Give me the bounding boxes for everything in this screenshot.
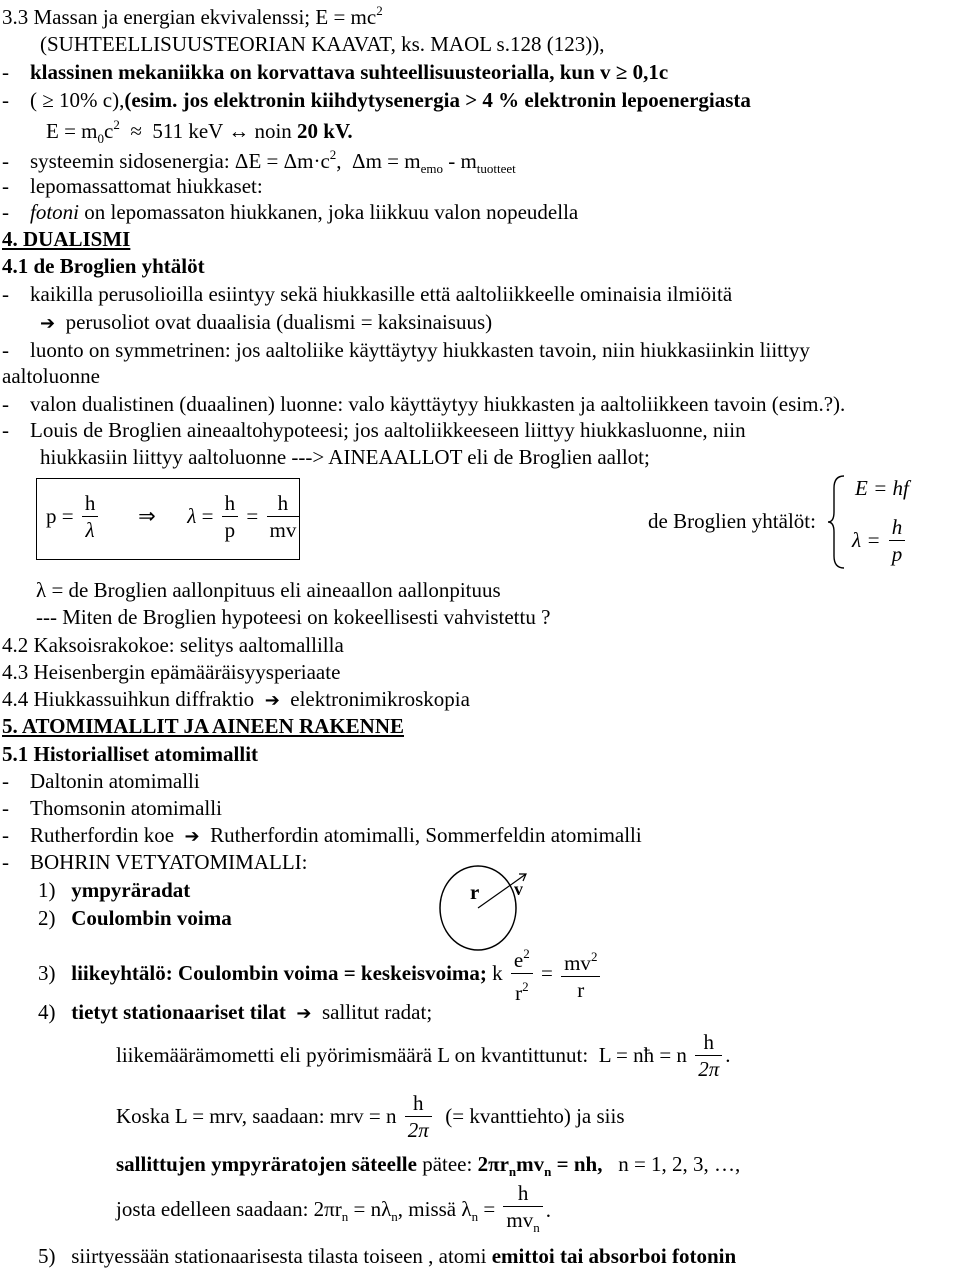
section-5-1-title: 5.1 Historialliset atomimallit: [2, 742, 259, 766]
bullet-photon: - fotoni on lepomassaton hiukkanen, joka liikkuu valon nopeudella: [2, 200, 579, 224]
curly-brace-icon: [826, 474, 848, 570]
bullet-de-broglie-hypothesis: - Louis de Broglien aineaaltohypoteesi; jos aaltoliikkeeseen liittyy hiukkasluonne, niin: [2, 418, 746, 442]
rest-energy-line: $E = m_0c^2 \approx 511$ keV ↔ noin 20 kV.: [46, 117, 353, 146]
orbit-velocity-label: v: [514, 879, 523, 899]
bullet-binding-energy: - systeemin sidosenergia: $\Delta E = \Delta m\cdot c^2$, $\Delta m = m_{emo} - m_{tuotteet}$: [2, 147, 516, 176]
bullet-particles-waves: - kaikilla perusolioilla esiintyy sekä hiukkasille että aaltoliikkeelle ominaisia ilmiöitä: [2, 282, 733, 306]
de-broglie-equations-label: de Broglien yhtälöt:: [648, 509, 816, 533]
quantum-condition: Koska L = mrv, saadaan: mrv = n $\frac{h}{2\pi}$ (= kvanttiehto) ja siis: [116, 1091, 625, 1142]
arrow-icon: ➔: [296, 1003, 312, 1024]
bohr-item-2: 2) Coulombin voima: [38, 906, 232, 930]
section-4-4: 4.4 Hiukkassuihkun diffraktio ➔ elektronimikroskopia: [2, 687, 470, 711]
bohr-item-4: 4) tietyt stationaariset tilat ➔ sallitut radat;: [38, 1000, 433, 1024]
verification-question: --- Miten de Broglien hypoteesi on kokeellisesti vahvistettu ?: [36, 605, 551, 629]
bullet-relativity-threshold: - ( ≥ 10% c),(esim. jos elektronin kiihdytysenergia > 4 % elektronin lepoenergiasta: [2, 88, 751, 112]
wavelength-condition: josta edelleen saadaan: $2\pi r_n = n\lambda_n$, missä $\lambda_n$ = $\frac{h}{mv_n}$ .: [116, 1181, 551, 1235]
lambda-definition: λ = de Broglien aallonpituus eli aineaallon aallonpituus: [36, 578, 501, 602]
bullet-rutherford: - Rutherfordin koe ➔ Rutherfordin atomimalli, Sommerfeldin atomimalli: [2, 823, 642, 847]
allowed-radii: sallittujen ympyräratojen säteelle pätee: $2\pi r_nmv_n$ = nh, n = 1, 2, 3, …,: [116, 1152, 741, 1179]
arrow-icon: ➔: [264, 690, 280, 711]
section-4-title: 4. DUALISMI: [2, 227, 131, 251]
implies-icon: ⇒: [138, 504, 156, 528]
bullet-symmetry: - luonto on symmetrinen: jos aaltoliike käyttäytyy hiukkasten tavoin, niin hiukkasiinkin liittyy: [2, 338, 810, 362]
bullet-massless: - lepomassattomat hiukkaset:: [2, 174, 263, 198]
bullet-relativity: - klassinen mekaniikka on korvattava suhteellisuusteorialla, kun v ≥ 0,1c: [2, 60, 669, 84]
de-broglie-energy-eq: E = hf: [855, 476, 909, 500]
bullet-dalton: - Daltonin atomimalli: [2, 769, 200, 793]
bullet-bohr: - BOHRIN VETYATOMIMALLI:: [2, 850, 308, 874]
section-3-3-reference: (SUHTEELLISUUSTEORIAN KAAVAT, ks. MAOL s.128 (123)),: [40, 32, 605, 56]
bohr-item-3: 3) liikeyhtälö: Coulombin voima = keskeisvoima; k $\frac{e^2}{r^2}$ = $\frac{mv^2}{r}$: [38, 941, 603, 1006]
dualism-conclusion: ➔ perusoliot ovat duaalisia (dualismi = kaksinaisuus): [40, 310, 493, 334]
bullet-symmetry-cont: aaltoluonne: [2, 364, 100, 388]
bullet-thomson: - Thomsonin atomimalli: [2, 796, 222, 820]
de-broglie-formula: p = $\frac{h}{\lambda}$ ⇒ λ = $\frac{h}{p}$ = $\frac{h}{mv}$: [46, 490, 302, 543]
bullet-light-dualism: - valon dualistinen (duaalinen) luonne: valo käyttäytyy hiukkasten ja aaltoliikkeen tavoin (esim.?).: [2, 392, 846, 416]
arrow-icon: ➔: [40, 313, 56, 334]
section-4-3: 4.3 Heisenbergin epämääräisyysperiaate: [2, 660, 341, 684]
bullet-de-broglie-hypothesis-cont: hiukkasiin liittyy aaltoluonne ---> AINEAALLOT eli de Broglien aallot;: [40, 445, 650, 469]
section-4-1-title: 4.1 de Broglien yhtälöt: [2, 254, 205, 278]
orbit-radius-label: r: [470, 880, 480, 904]
arrow-icon: ➔: [184, 826, 200, 847]
bohr-item-5: 5) siirtyessään stationaarisesta tilasta toiseen , atomi emittoi tai absorboi fotonin: [38, 1244, 737, 1268]
section-4-2: 4.2 Kaksoisrakokoe: selitys aaltomallilla: [2, 633, 344, 657]
section-5-title: 5. ATOMIMALLIT JA AINEEN RAKENNE: [2, 714, 404, 738]
de-broglie-wavelength-eq: λ = $\frac{h}{p}$: [852, 514, 908, 567]
section-3-3-title: 3.3 Massan ja energian ekvivalenssi; $E = mc^2$: [2, 3, 383, 29]
bohr-item-1: 1) ympyräradat: [38, 878, 191, 902]
angular-momentum-quantized: liikemäärämometti eli pyörimismäärä L on kvantittunut: L = nħ = n $\frac{h}{2\pi}$ .: [116, 1030, 731, 1081]
